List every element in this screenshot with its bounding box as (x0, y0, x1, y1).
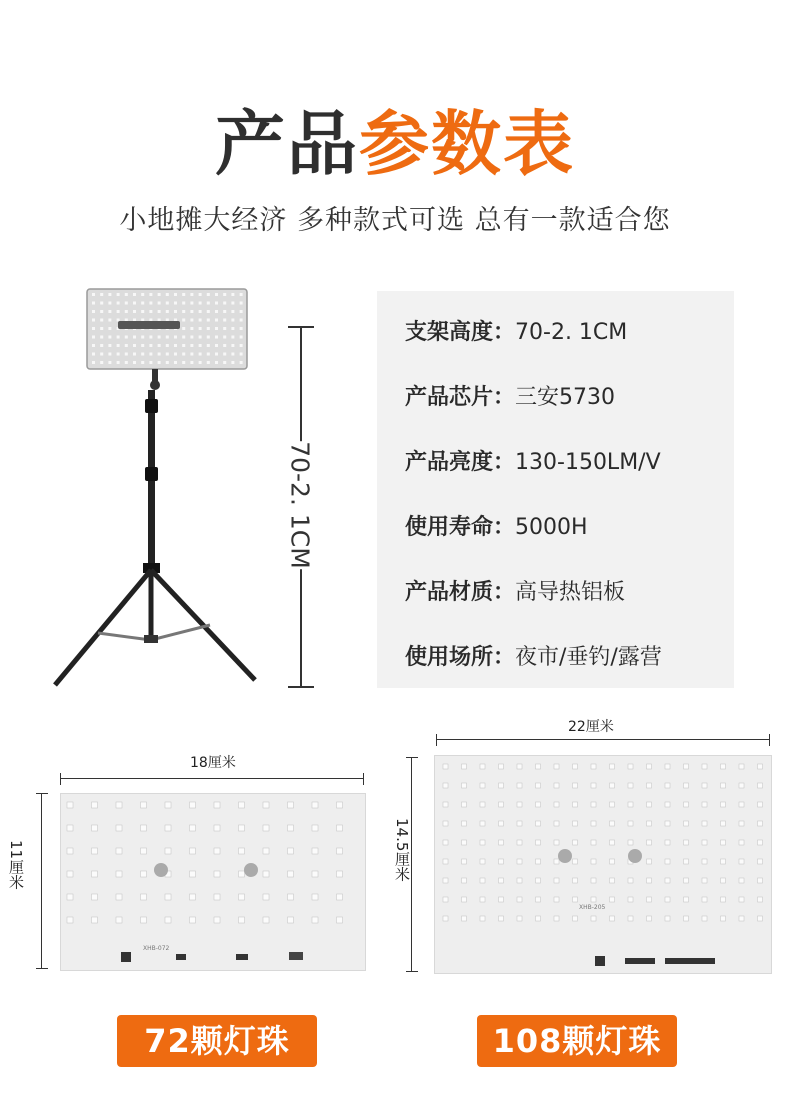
specs-panel (377, 291, 734, 688)
large-board-width-label: 22厘米 (568, 719, 614, 735)
small-board-pcb-code: XHB-072 (143, 945, 170, 952)
small-board-width-label: 18厘米 (190, 755, 236, 771)
spec-row: 支架高度：70-2. 1CM (405, 320, 628, 345)
large-board-led-count-badge: 108颗灯珠 (477, 1015, 677, 1067)
small-board-width-line (60, 773, 364, 785)
large-board-pcb-code: XHB-205 (579, 904, 606, 911)
title-part-2: 参数表 (359, 103, 575, 185)
title-part-1: 产品 (215, 103, 359, 185)
small-led-board (60, 793, 366, 971)
spec-row: 产品芯片：三安5730 (405, 385, 616, 410)
spec-row: 使用寿命：5000H (405, 515, 588, 540)
spec-row: 产品材质：高导热铝板 (405, 580, 626, 605)
large-board-width-line (436, 734, 770, 746)
height-dimension-label: 70-2. 1CM (280, 441, 321, 569)
page-title (0, 88, 790, 189)
large-board-height-label: 14.5厘米 (393, 818, 411, 882)
spec-row: 使用场所：夜市/垂钓/露营 (405, 645, 662, 670)
subtitle: 小地摊大经济 多种款式可选 总有一款适合您 (119, 205, 671, 236)
small-board-height-label: 11厘米 (7, 840, 25, 890)
large-led-board (434, 755, 772, 974)
small-board-led-count-badge: 72颗灯珠 (117, 1015, 317, 1067)
small-board-height-line (36, 793, 48, 969)
spec-row: 产品亮度：130-150LM/V (405, 450, 661, 475)
tripod-stand-image (40, 285, 270, 690)
